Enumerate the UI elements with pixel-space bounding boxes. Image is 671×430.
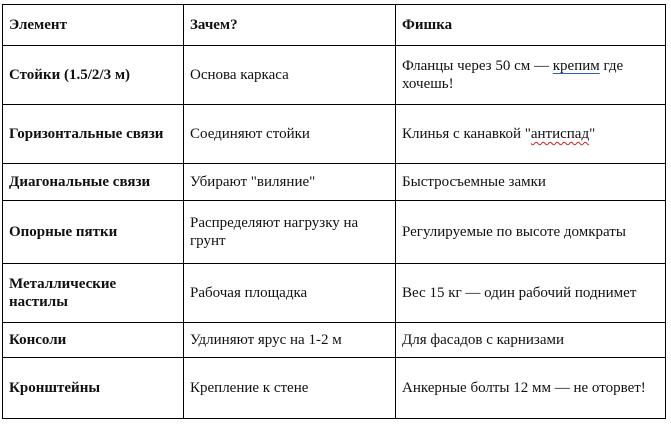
cell-feature: Вес 15 кг — один рабочий поднимет <box>396 264 666 323</box>
cell-element: Кронштейны <box>3 358 184 419</box>
table-row <box>3 164 666 201</box>
cell-why: Убирают "виляние" <box>184 164 396 201</box>
table-row <box>3 46 666 105</box>
table-header-row <box>3 5 666 46</box>
feature-text: где хочешь! <box>402 58 624 92</box>
cell-feature: Для фасадов с карнизами <box>396 323 666 358</box>
table-row <box>3 358 666 419</box>
feature-text: Клинья с канавкой " <box>402 126 531 142</box>
cell-why: Основа каркаса <box>184 46 396 105</box>
cell-why: Распределяют нагрузку на грунт <box>184 201 396 264</box>
header-why: Зачем? <box>184 5 396 46</box>
cell-element: Стойки (1.5/2/3 м) <box>3 46 184 105</box>
cell-feature <box>396 105 666 164</box>
scaffold-elements-table <box>2 4 666 419</box>
cell-element: Диагональные связи <box>3 164 184 201</box>
header-element: Элемент <box>3 5 184 46</box>
cell-feature: Регулируемые по высоте домкраты <box>396 201 666 264</box>
feature-text: " <box>589 126 596 142</box>
table-row <box>3 105 666 164</box>
cell-element: Металлические настилы <box>3 264 184 323</box>
cell-element: Горизонтальные связи <box>3 105 184 164</box>
cell-feature <box>396 46 666 105</box>
cell-feature: Анкерные болты 12 мм — не оторвет! <box>396 358 666 419</box>
cell-element: Консоли <box>3 323 184 358</box>
cell-feature: Быстросъемные замки <box>396 164 666 201</box>
table-row <box>3 264 666 323</box>
table-row <box>3 323 666 358</box>
table-row <box>3 201 666 264</box>
cell-element: Опорные пятки <box>3 201 184 264</box>
feature-text: Фланцы через 50 см — <box>402 58 553 74</box>
header-feature: Фишка <box>396 5 666 46</box>
cell-why: Крепление к стене <box>184 358 396 419</box>
grammar-marked-word: крепим <box>552 58 600 74</box>
spelling-marked-word: антиспад <box>530 126 590 142</box>
cell-why: Рабочая площадка <box>184 264 396 323</box>
cell-why: Удлиняют ярус на 1-2 м <box>184 323 396 358</box>
cell-why: Соединяют стойки <box>184 105 396 164</box>
